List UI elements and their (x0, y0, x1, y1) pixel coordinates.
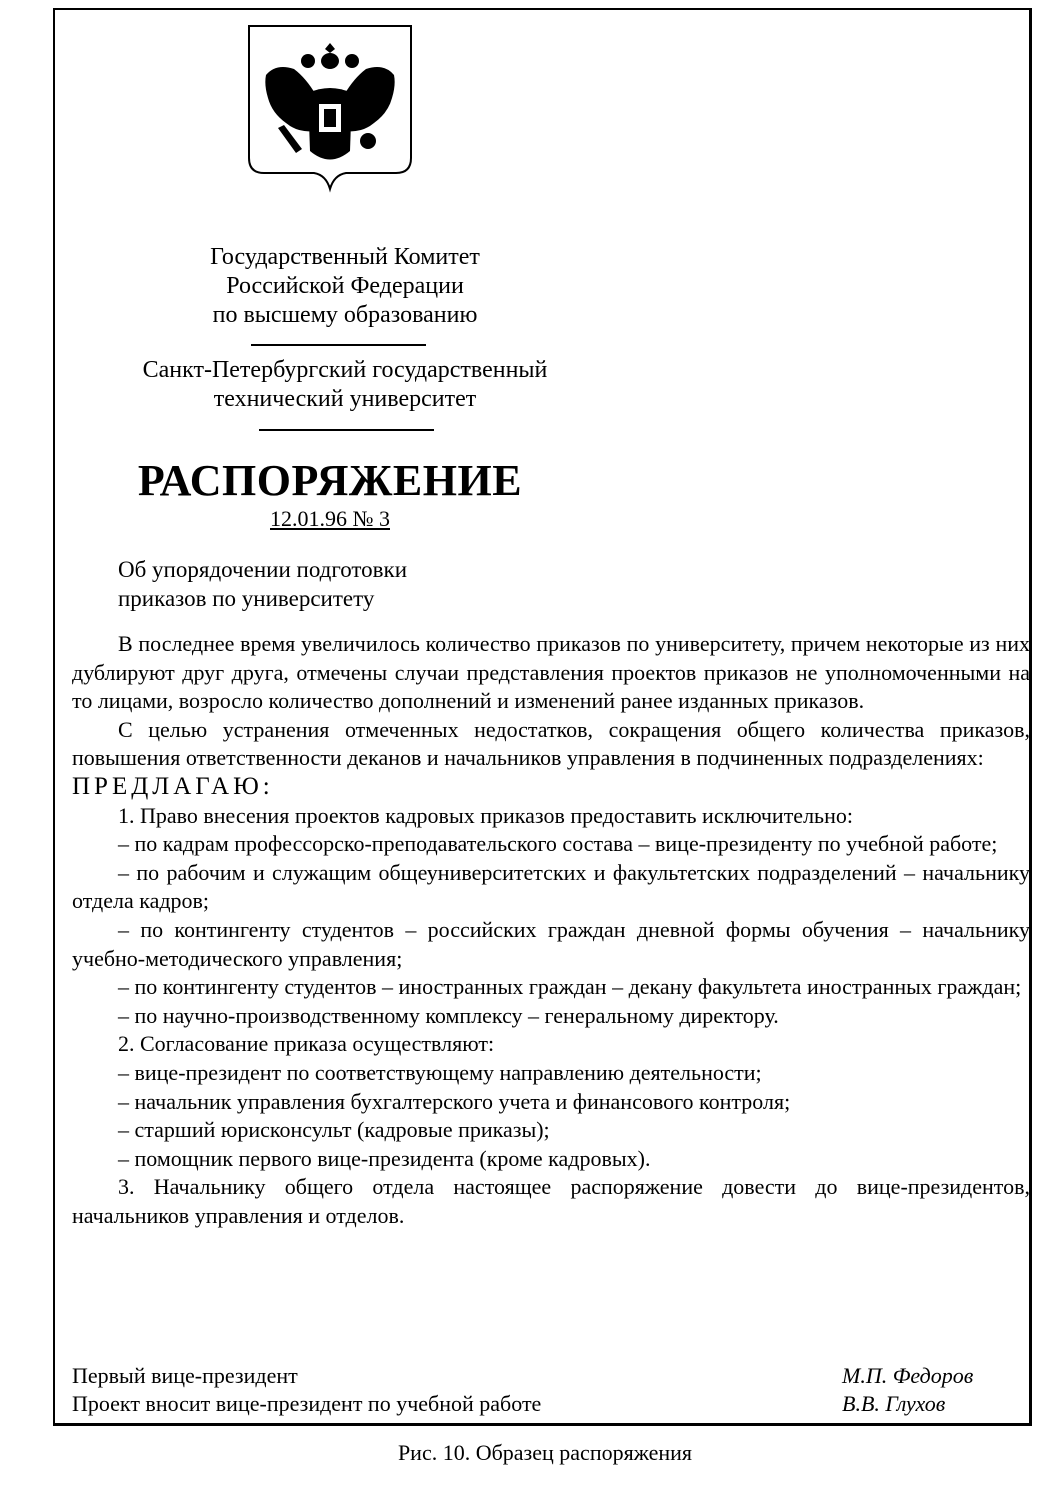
paragraph: В последнее время увеличилось количество приказов по университету, причем некоторые из них дублируют друг друга, отмечены случаи представления проектов приказов не уполномоченными на то лицами, возросло количество дополнений и изменений ранее изданных приказов. (72, 631, 1030, 714)
list-item: – по кадрам профессорско-преподавательского состава – вице-президенту по учебной работе; (118, 831, 998, 857)
list-item: 3. Начальнику общего отдела настоящее распоряжение довести до вице-президентов, начальников управления и отделов. (72, 1174, 1030, 1228)
date-number: 12.01.96 № 3 (270, 506, 390, 531)
list-item: – вице-президент по соответствующему направлению деятельности; (118, 1059, 762, 1085)
signature-role: Первый вице-президент (72, 1363, 298, 1388)
divider (259, 429, 434, 431)
list-item: – по контингенту студентов – российских граждан дневной формы обучения – начальнику учебно-методического управления; (72, 916, 1030, 971)
document-title: РАСПОРЯЖЕНИЕ (137, 456, 523, 505)
signature-name: В.В. Глухов (842, 1391, 946, 1416)
signature-row (72, 1362, 992, 1390)
list-item: 2. Согласование приказа осуществляют: (118, 1031, 495, 1057)
subject-line: Об упорядочении подготовки (118, 557, 408, 582)
university-line: Санкт-Петербургский государственный (142, 357, 548, 383)
divider (251, 344, 426, 346)
signature-name: М.П. Федоров (842, 1363, 974, 1388)
university-line: технический университет (213, 386, 477, 412)
coat-of-arms-icon (246, 23, 414, 195)
document-body (72, 630, 1030, 1230)
list-item: – по научно-производственному комплексу – генеральному директору. (118, 1002, 779, 1028)
signature-row (72, 1390, 992, 1418)
list-item: – по рабочим и служащим общеуниверситетских и факультетских подразделений – начальнику отдела кадров; (72, 859, 1030, 914)
list-item: – помощник первого вице-президента (кроме кадровых). (118, 1145, 651, 1171)
signature-role: Проект вносит вице-президент по учебной работе (72, 1391, 542, 1416)
organization-line: по высшему образованию (212, 302, 478, 328)
list-item: – старший юрисконсульт (кадровые приказы); (118, 1117, 550, 1143)
propose-heading: ПРЕДЛАГАЮ: (72, 772, 274, 800)
paragraph: С целью устранения отмеченных недостатков, сокращения общего количества приказов, повышения ответственности деканов и начальников управления в подчиненных подразделениях: (72, 716, 1030, 771)
organization-line: Государственный Комитет (210, 244, 480, 270)
signature-block (72, 1362, 992, 1418)
subject-line: приказов по университету (118, 586, 375, 611)
subject (118, 555, 518, 613)
list-item: 1. Право внесения проектов кадровых приказов предоставить исключительно: (118, 802, 853, 828)
university-name (70, 356, 620, 414)
figure-caption: Рис. 10. Образец распоряжения (397, 1440, 693, 1465)
list-item: – по контингенту студентов – иностранных граждан – декану факультета иностранных граждан; (118, 974, 1022, 1000)
organization-name (70, 243, 620, 330)
list-item: – начальник управления бухгалтерского учета и финансового контроля; (118, 1088, 791, 1114)
organization-line: Российской Федерации (226, 273, 464, 299)
